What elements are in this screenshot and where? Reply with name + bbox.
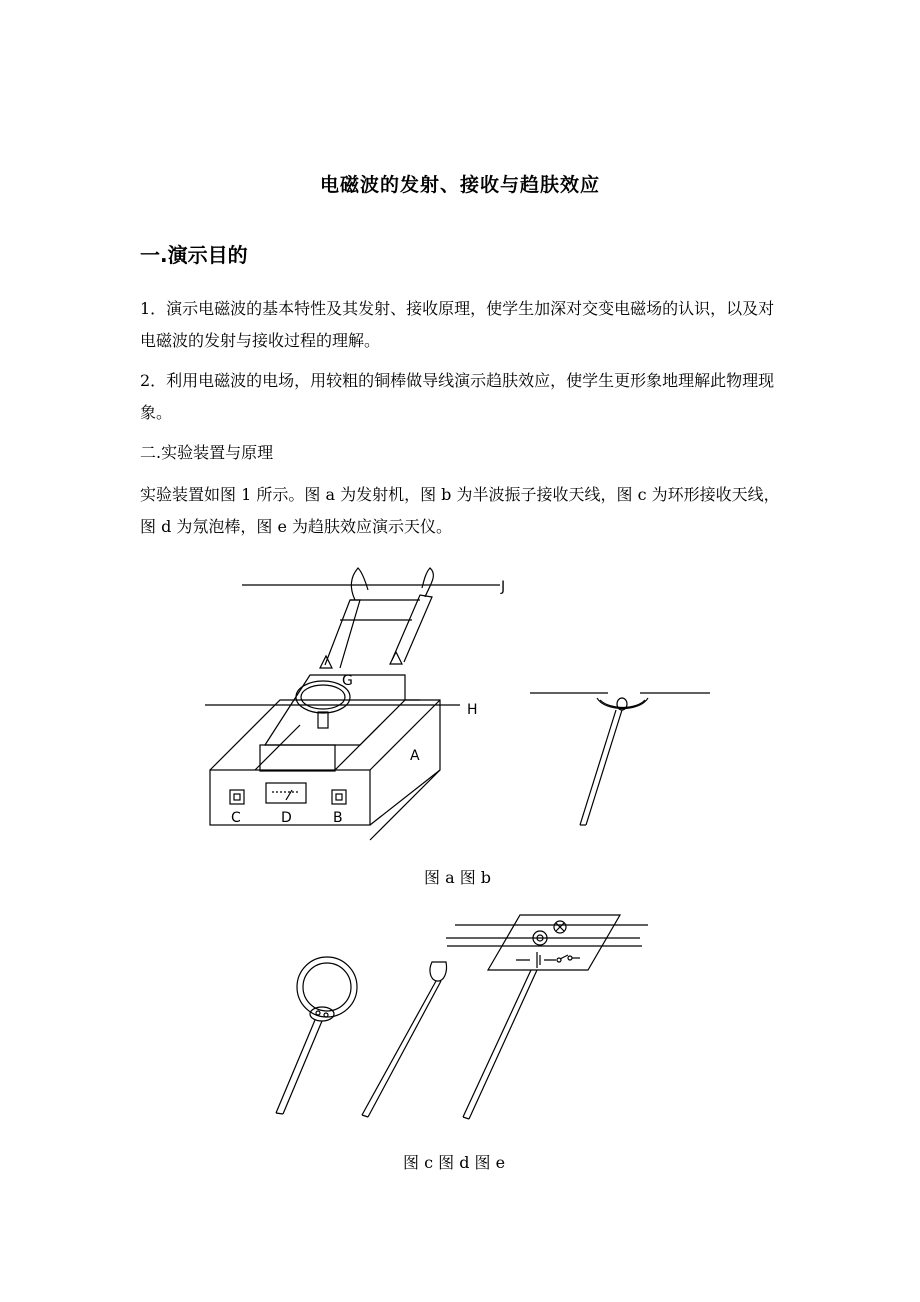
- label-h: H: [467, 702, 478, 718]
- figure-caption-a-b: 图 a 图 b: [424, 868, 492, 887]
- figure-e-skin-effect-device: [446, 915, 648, 1119]
- section-heading-apparatus: 二.实验装置与原理: [140, 443, 274, 462]
- paragraph-purpose-1: 1．演示电磁波的基本特性及其发射、接收原理，使学生加深对交变电磁场的认识，以及对电磁波的发射与接收过程的理解。: [140, 299, 775, 350]
- document-title: 电磁波的发射、接收与趋肤效应: [319, 174, 600, 196]
- label-b: B: [333, 810, 343, 826]
- figure-b-dipole-antenna: [530, 693, 710, 825]
- paragraph-apparatus: 实验装置如图 1 所示。图 a 为发射机，图 b 为半波振子接收天线，图 c 为环形接收天线，图 d 为氖泡棒，图 e 为趋肤效应演示天仪。: [140, 485, 780, 536]
- figure-d-neon-rod: [362, 962, 447, 1117]
- label-c: C: [231, 810, 241, 826]
- section-heading-purpose: 一.演示目的: [140, 243, 248, 267]
- label-j: J: [501, 579, 506, 595]
- paragraph-purpose-2: 2．利用电磁波的电场，用较粗的铜棒做导线演示趋肤效应，使学生更形象地理解此物理现象。: [140, 371, 775, 422]
- figure-a-transmitter: [205, 568, 500, 840]
- label-a: A: [410, 748, 420, 764]
- label-d: D: [281, 810, 292, 826]
- figure-c-loop-antenna: [276, 957, 357, 1114]
- figure-caption-c-d-e: 图 c 图 d 图 e: [403, 1153, 506, 1172]
- label-g: G: [342, 673, 353, 689]
